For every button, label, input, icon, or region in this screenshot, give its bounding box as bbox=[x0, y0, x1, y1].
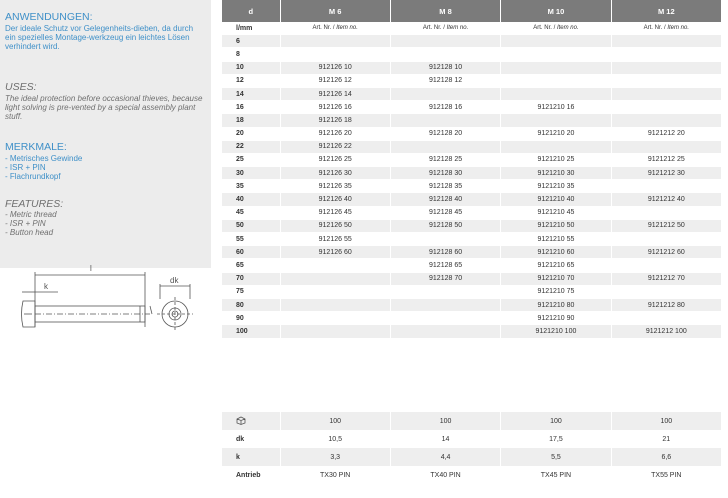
features-en-heading: FEATURES: bbox=[5, 198, 64, 210]
m10-cell: 9121210 70 bbox=[501, 272, 611, 285]
m8-cell bbox=[390, 312, 500, 325]
m6-cell bbox=[280, 272, 390, 285]
table-row bbox=[222, 87, 722, 100]
length-cell: 50 bbox=[222, 219, 280, 232]
article-no-label bbox=[501, 22, 611, 35]
m6-cell: 912126 22 bbox=[280, 140, 390, 153]
table-row bbox=[222, 48, 722, 61]
m10-cell bbox=[501, 140, 611, 153]
length-label: l/mm bbox=[222, 22, 280, 35]
spec-label: dk bbox=[222, 430, 280, 448]
m10-cell: 9121210 16 bbox=[501, 101, 611, 114]
spec-row bbox=[222, 466, 722, 484]
features-de-item: - Metrisches Gewinde bbox=[5, 154, 83, 163]
spec-table bbox=[222, 412, 722, 484]
spec-row bbox=[222, 430, 722, 448]
m10-cell: 9121210 50 bbox=[501, 219, 611, 232]
m10-cell: 9121210 90 bbox=[501, 312, 611, 325]
m12-cell bbox=[611, 206, 721, 219]
features-de-list bbox=[5, 154, 205, 181]
article-no-label-de: Art. Nr. / bbox=[533, 25, 556, 32]
table-header-row bbox=[222, 0, 722, 22]
table-row bbox=[222, 127, 722, 140]
table-row bbox=[222, 233, 722, 246]
length-cell: 6 bbox=[222, 35, 280, 48]
m8-spec: 100 bbox=[390, 412, 500, 430]
length-cell: 25 bbox=[222, 153, 280, 166]
spec-label: Antrieb bbox=[222, 466, 280, 484]
article-no-label bbox=[280, 22, 390, 35]
m10-cell bbox=[501, 74, 611, 87]
m12-cell bbox=[611, 101, 721, 114]
m12-cell: 9121212 30 bbox=[611, 167, 721, 180]
length-cell: 10 bbox=[222, 61, 280, 74]
m6-cell bbox=[280, 285, 390, 298]
m12-cell bbox=[611, 140, 721, 153]
table-row bbox=[222, 272, 722, 285]
table-row bbox=[222, 114, 722, 127]
features-de-item: - Flachrundkopf bbox=[5, 172, 61, 181]
m12-cell bbox=[611, 114, 721, 127]
m10-cell: 9121210 75 bbox=[501, 285, 611, 298]
m10-cell: 9121210 30 bbox=[501, 167, 611, 180]
m8-cell bbox=[390, 285, 500, 298]
features-en-item: - ISR + PIN bbox=[5, 219, 46, 228]
m8-cell: 912128 30 bbox=[390, 167, 500, 180]
length-cell: 8 bbox=[222, 48, 280, 61]
m6-cell: 912126 55 bbox=[280, 233, 390, 246]
m12-spec: 21 bbox=[611, 430, 721, 448]
m10-spec: TX45 PIN bbox=[501, 466, 611, 484]
m10-cell: 9121210 80 bbox=[501, 298, 611, 311]
m6-cell bbox=[280, 259, 390, 272]
m6-cell: 912126 20 bbox=[280, 127, 390, 140]
header-d: d bbox=[222, 0, 280, 22]
table-row bbox=[222, 167, 722, 180]
article-table bbox=[222, 0, 722, 339]
m10-cell: 9121210 40 bbox=[501, 193, 611, 206]
m6-cell: 912126 18 bbox=[280, 114, 390, 127]
m12-spec: 100 bbox=[611, 412, 721, 430]
table-row bbox=[222, 312, 722, 325]
m8-spec: TX40 PIN bbox=[390, 466, 500, 484]
table-row bbox=[222, 246, 722, 259]
m6-cell: 912126 60 bbox=[280, 246, 390, 259]
m6-spec: 10,5 bbox=[280, 430, 390, 448]
article-no-label bbox=[390, 22, 500, 35]
m12-cell: 9121212 60 bbox=[611, 246, 721, 259]
m6-cell: 912126 10 bbox=[280, 61, 390, 74]
article-no-label-en: Item no. bbox=[336, 25, 358, 32]
table-row bbox=[222, 61, 722, 74]
m10-cell: 9121210 60 bbox=[501, 246, 611, 259]
article-no-label-en: Item no. bbox=[667, 25, 689, 32]
m8-cell: 912128 70 bbox=[390, 272, 500, 285]
package-icon bbox=[222, 412, 280, 430]
m12-cell: 9121212 50 bbox=[611, 219, 721, 232]
length-cell: 22 bbox=[222, 140, 280, 153]
article-no-label-de: Art. Nr. / bbox=[422, 25, 445, 32]
m12-spec: TX55 PIN bbox=[611, 466, 721, 484]
m10-cell bbox=[501, 48, 611, 61]
m8-cell bbox=[390, 87, 500, 100]
m6-spec: 3,3 bbox=[280, 448, 390, 466]
m12-cell bbox=[611, 74, 721, 87]
m8-cell bbox=[390, 298, 500, 311]
m6-cell: 912126 16 bbox=[280, 101, 390, 114]
length-cell: 14 bbox=[222, 87, 280, 100]
m10-cell bbox=[501, 61, 611, 74]
m10-cell: 9121210 100 bbox=[501, 325, 611, 338]
uses-text: The ideal protection before occasional thieves, because light solving is pre-vented by a special assembly plant stuff. bbox=[5, 94, 203, 121]
table-row bbox=[222, 219, 722, 232]
article-no-label-de: Art. Nr. / bbox=[643, 25, 666, 32]
m12-cell bbox=[611, 61, 721, 74]
table-row bbox=[222, 325, 722, 338]
length-cell: 65 bbox=[222, 259, 280, 272]
m12-cell bbox=[611, 285, 721, 298]
m10-cell bbox=[501, 87, 611, 100]
m8-cell: 912128 60 bbox=[390, 246, 500, 259]
applications-heading: ANWENDUNGEN: bbox=[5, 11, 93, 23]
m8-cell: 912128 20 bbox=[390, 127, 500, 140]
m8-cell: 912128 16 bbox=[390, 101, 500, 114]
m12-spec: 6,6 bbox=[611, 448, 721, 466]
m6-cell: 912126 40 bbox=[280, 193, 390, 206]
m10-cell: 9121210 65 bbox=[501, 259, 611, 272]
m12-cell: 9121212 70 bbox=[611, 272, 721, 285]
spec-label: k bbox=[222, 448, 280, 466]
description-panel bbox=[0, 0, 211, 268]
m12-cell: 9121212 80 bbox=[611, 298, 721, 311]
m6-cell: 912126 12 bbox=[280, 74, 390, 87]
m8-cell: 912128 35 bbox=[390, 180, 500, 193]
table-row bbox=[222, 259, 722, 272]
m12-cell bbox=[611, 312, 721, 325]
m6-cell: 912126 35 bbox=[280, 180, 390, 193]
m8-cell: 912128 40 bbox=[390, 193, 500, 206]
m6-cell bbox=[280, 48, 390, 61]
m10-cell: 9121210 35 bbox=[501, 180, 611, 193]
m6-spec: 100 bbox=[280, 412, 390, 430]
m6-cell bbox=[280, 35, 390, 48]
m12-cell bbox=[611, 233, 721, 246]
length-cell: 30 bbox=[222, 167, 280, 180]
length-cell: 35 bbox=[222, 180, 280, 193]
length-cell: 20 bbox=[222, 127, 280, 140]
features-en-item: - Button head bbox=[5, 228, 54, 237]
m10-spec: 5,5 bbox=[501, 448, 611, 466]
m12-cell: 9121212 100 bbox=[611, 325, 721, 338]
table-subheader-row bbox=[222, 22, 722, 35]
header-m8: M 8 bbox=[390, 0, 500, 22]
length-cell: 18 bbox=[222, 114, 280, 127]
header-m10: M 10 bbox=[501, 0, 611, 22]
length-cell: 70 bbox=[222, 272, 280, 285]
length-cell: 80 bbox=[222, 298, 280, 311]
m10-cell bbox=[501, 114, 611, 127]
article-no-label bbox=[611, 22, 721, 35]
length-cell: 100 bbox=[222, 325, 280, 338]
length-cell: 16 bbox=[222, 101, 280, 114]
m12-cell bbox=[611, 259, 721, 272]
features-en-item: - Metric thread bbox=[5, 210, 57, 219]
table-row bbox=[222, 298, 722, 311]
m8-cell bbox=[390, 35, 500, 48]
table-row bbox=[222, 74, 722, 87]
m12-cell: 9121212 40 bbox=[611, 193, 721, 206]
length-cell: 75 bbox=[222, 285, 280, 298]
m8-cell: 912128 12 bbox=[390, 74, 500, 87]
m8-cell bbox=[390, 114, 500, 127]
m8-spec: 14 bbox=[390, 430, 500, 448]
table-row bbox=[222, 193, 722, 206]
spec-row bbox=[222, 448, 722, 466]
length-cell: 90 bbox=[222, 312, 280, 325]
m8-spec: 4,4 bbox=[390, 448, 500, 466]
m6-cell bbox=[280, 298, 390, 311]
table-row bbox=[222, 206, 722, 219]
m8-cell: 912128 45 bbox=[390, 206, 500, 219]
length-cell: 40 bbox=[222, 193, 280, 206]
m10-spec: 17,5 bbox=[501, 430, 611, 448]
m8-cell bbox=[390, 48, 500, 61]
uses-heading: USES: bbox=[5, 81, 37, 93]
length-cell: 12 bbox=[222, 74, 280, 87]
m6-cell bbox=[280, 325, 390, 338]
article-no-label-en: Item no. bbox=[556, 25, 579, 32]
m10-spec: 100 bbox=[501, 412, 611, 430]
m10-cell: 9121210 25 bbox=[501, 153, 611, 166]
screw-drawing bbox=[10, 264, 210, 342]
features-de-heading: MERKMALE: bbox=[5, 141, 67, 153]
table-row bbox=[222, 153, 722, 166]
m10-cell: 9121210 20 bbox=[501, 127, 611, 140]
length-cell: 60 bbox=[222, 246, 280, 259]
length-cell: 55 bbox=[222, 233, 280, 246]
m12-cell: 9121212 20 bbox=[611, 127, 721, 140]
table-row bbox=[222, 140, 722, 153]
m12-cell bbox=[611, 35, 721, 48]
dim-l-label: l bbox=[90, 264, 92, 273]
m8-cell: 912128 25 bbox=[390, 153, 500, 166]
m12-cell bbox=[611, 48, 721, 61]
header-m12: M 12 bbox=[611, 0, 721, 22]
applications-text: Der ideale Schutz vor Gelegenheits-dieben, da durch ein spezielles Montage-werkzeug ein leichtes Lösen verhindert wird. bbox=[5, 24, 194, 51]
m8-cell: 912128 65 bbox=[390, 259, 500, 272]
dim-dk-label: dk bbox=[170, 276, 179, 285]
dim-k-label: k bbox=[44, 282, 48, 291]
spec-row bbox=[222, 412, 722, 430]
features-en-list bbox=[5, 210, 205, 237]
m8-cell bbox=[390, 233, 500, 246]
m12-cell bbox=[611, 87, 721, 100]
features-de-item: - ISR + PIN bbox=[5, 163, 46, 172]
m6-spec: TX30 PIN bbox=[280, 466, 390, 484]
length-cell: 45 bbox=[222, 206, 280, 219]
m10-cell bbox=[501, 35, 611, 48]
m6-cell: 912126 45 bbox=[280, 206, 390, 219]
m8-cell bbox=[390, 325, 500, 338]
m6-cell bbox=[280, 312, 390, 325]
m8-cell: 912128 50 bbox=[390, 219, 500, 232]
m6-cell: 912126 50 bbox=[280, 219, 390, 232]
m6-cell: 912126 14 bbox=[280, 87, 390, 100]
header-m6: M 6 bbox=[280, 0, 390, 22]
table-row bbox=[222, 285, 722, 298]
m10-cell: 9121210 55 bbox=[501, 233, 611, 246]
article-no-label-en: Item no. bbox=[446, 25, 469, 32]
m8-cell bbox=[390, 140, 500, 153]
m8-cell: 912128 10 bbox=[390, 61, 500, 74]
table-row bbox=[222, 101, 722, 114]
m12-cell: 9121212 25 bbox=[611, 153, 721, 166]
m12-cell bbox=[611, 180, 721, 193]
m6-cell: 912126 30 bbox=[280, 167, 390, 180]
m6-cell: 912126 25 bbox=[280, 153, 390, 166]
article-no-label-de: Art. Nr. / bbox=[312, 25, 335, 32]
table-row bbox=[222, 35, 722, 48]
m10-cell: 9121210 45 bbox=[501, 206, 611, 219]
table-row bbox=[222, 180, 722, 193]
